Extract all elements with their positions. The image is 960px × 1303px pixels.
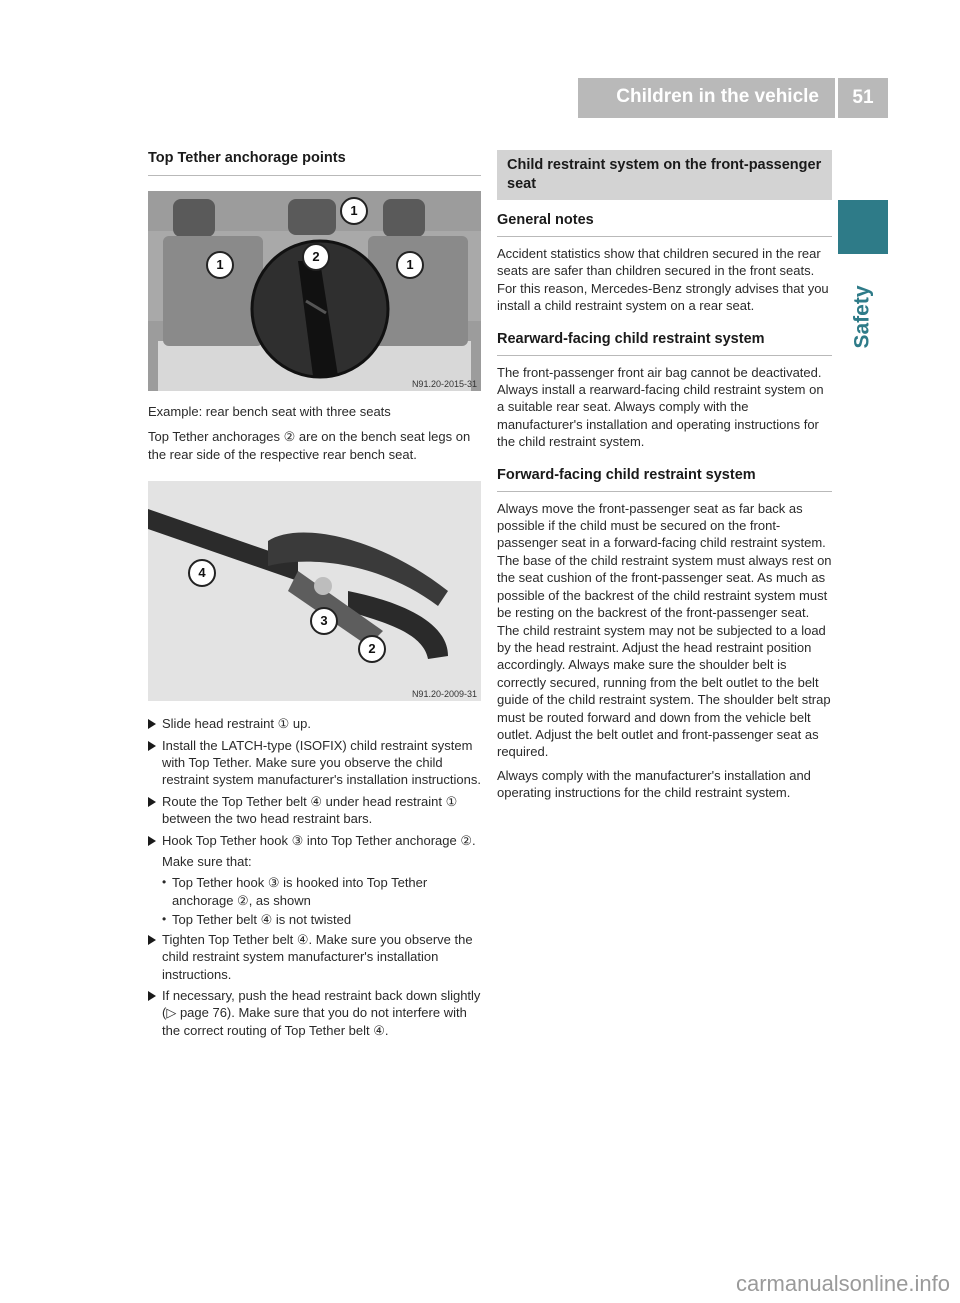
watermark-link[interactable]: carmanualsonline.info — [735, 1271, 950, 1296]
step-4: Hook Top Tether hook ③ into Top Tether anchorage ②. — [148, 832, 481, 849]
figure1-caption: Example: rear bench seat with three seats — [148, 404, 391, 419]
heading-top-tether: Top Tether anchorage points — [148, 150, 481, 176]
figure-code-1: N91.20-2015-31 — [411, 379, 477, 389]
header-title-bar — [578, 78, 835, 118]
forward-text-1: Always move the front-passenger seat as far back as possible if the child must be secured on the front-passenger seat in a forward-facing child restraint system. The base of the child restraint system must always rest on the seat cushion of the front-passenger seat. As much as possible of the backrest of the child restraint system must be resting on the backrest of the front-passenger seat. The child restraint system may not be subjected to a load by the head restraint. Adjust the head restraint position accordingly. Always make sure the shoulder belt is correctly secured, running from the belt outlet to the belt guide of the child restraint system. The shoulder belt strap must be routed forward and down from the vehicle belt outlet. Adjust the belt outlet and front-passenger seat as required. — [497, 500, 832, 760]
callout-1-top: 1 — [340, 197, 368, 225]
callout-2-hook: 2 — [358, 635, 386, 663]
heading-front-passenger: Child restraint system on the front-passenger seat — [497, 150, 832, 200]
step-2: Install the LATCH-type (ISOFIX) child restraint system with Top Tether. Make sure you observe the child restraint system manufacturer's installation instructions. — [148, 737, 481, 789]
page-section-title: Children in the vehicle — [616, 86, 819, 107]
bullet-hook: • Top Tether hook ③ is hooked into Top Tether anchorage ②, as shown — [148, 874, 481, 909]
figure-rear-bench-seat — [148, 191, 481, 391]
tether-hook-illustration — [148, 481, 481, 701]
left-column — [148, 150, 481, 1043]
side-tab-marker — [838, 200, 888, 254]
bullet-belt: • Top Tether belt ④ is not twisted — [148, 911, 481, 928]
step-5: Tighten Top Tether belt ④. Make sure you observe the child restraint system manufacturer's installation instructions. — [148, 931, 481, 983]
figure-code-2: N91.20-2009-31 — [411, 689, 477, 700]
callout-3: 3 — [310, 607, 338, 635]
step-3: Route the Top Tether belt ④ under head restraint ① between the two head restraint bars. — [148, 793, 481, 828]
page-number: 51 — [838, 78, 888, 118]
heading-forward: Forward-facing child restraint system — [497, 467, 832, 492]
heading-general-notes: General notes — [497, 212, 832, 237]
side-tab-label: Safety — [851, 285, 874, 349]
rear-bench-illustration — [148, 191, 481, 391]
right-column — [497, 150, 832, 802]
callout-4: 4 — [188, 559, 216, 587]
forward-text-2: Always comply with the manufacturer's installation and operating instructions for the child restraint system. — [497, 767, 811, 801]
heading-rearward: Rearward-facing child restraint system — [497, 331, 832, 356]
callout-1-right: 1 — [396, 251, 424, 279]
callout-1-left: 1 — [206, 251, 234, 279]
step-6: If necessary, push the head restraint back down slightly (▷ page 76). Make sure that you do not interfere with the correct routing of Top Tether belt ④. — [148, 987, 481, 1039]
step-1: Slide head restraint ① up. — [148, 715, 481, 732]
anchorage-location-text: Top Tether anchorages ② are on the bench seat legs on the rear side of the respective rear bench seat. — [148, 429, 471, 462]
instruction-steps — [148, 715, 481, 1039]
callout-2: 2 — [302, 243, 330, 271]
general-notes-text: Accident statistics show that children secured in the rear seats are safer than children secured in the front seats. For this reason, Mercedes-Benz strongly advises that you install a child restraint system on a rear seat. — [497, 246, 829, 314]
make-sure-label: Make sure that: — [162, 854, 252, 870]
figure-top-tether-hook — [148, 481, 481, 701]
side-tab — [838, 258, 888, 376]
rearward-text: The front-passenger front air bag cannot be deactivated. Always install a rearward-facing child restraint system on a suitable rear seat. Always comply with the manufacturer's installation and operating instructions for the child restraint system. — [497, 364, 824, 450]
